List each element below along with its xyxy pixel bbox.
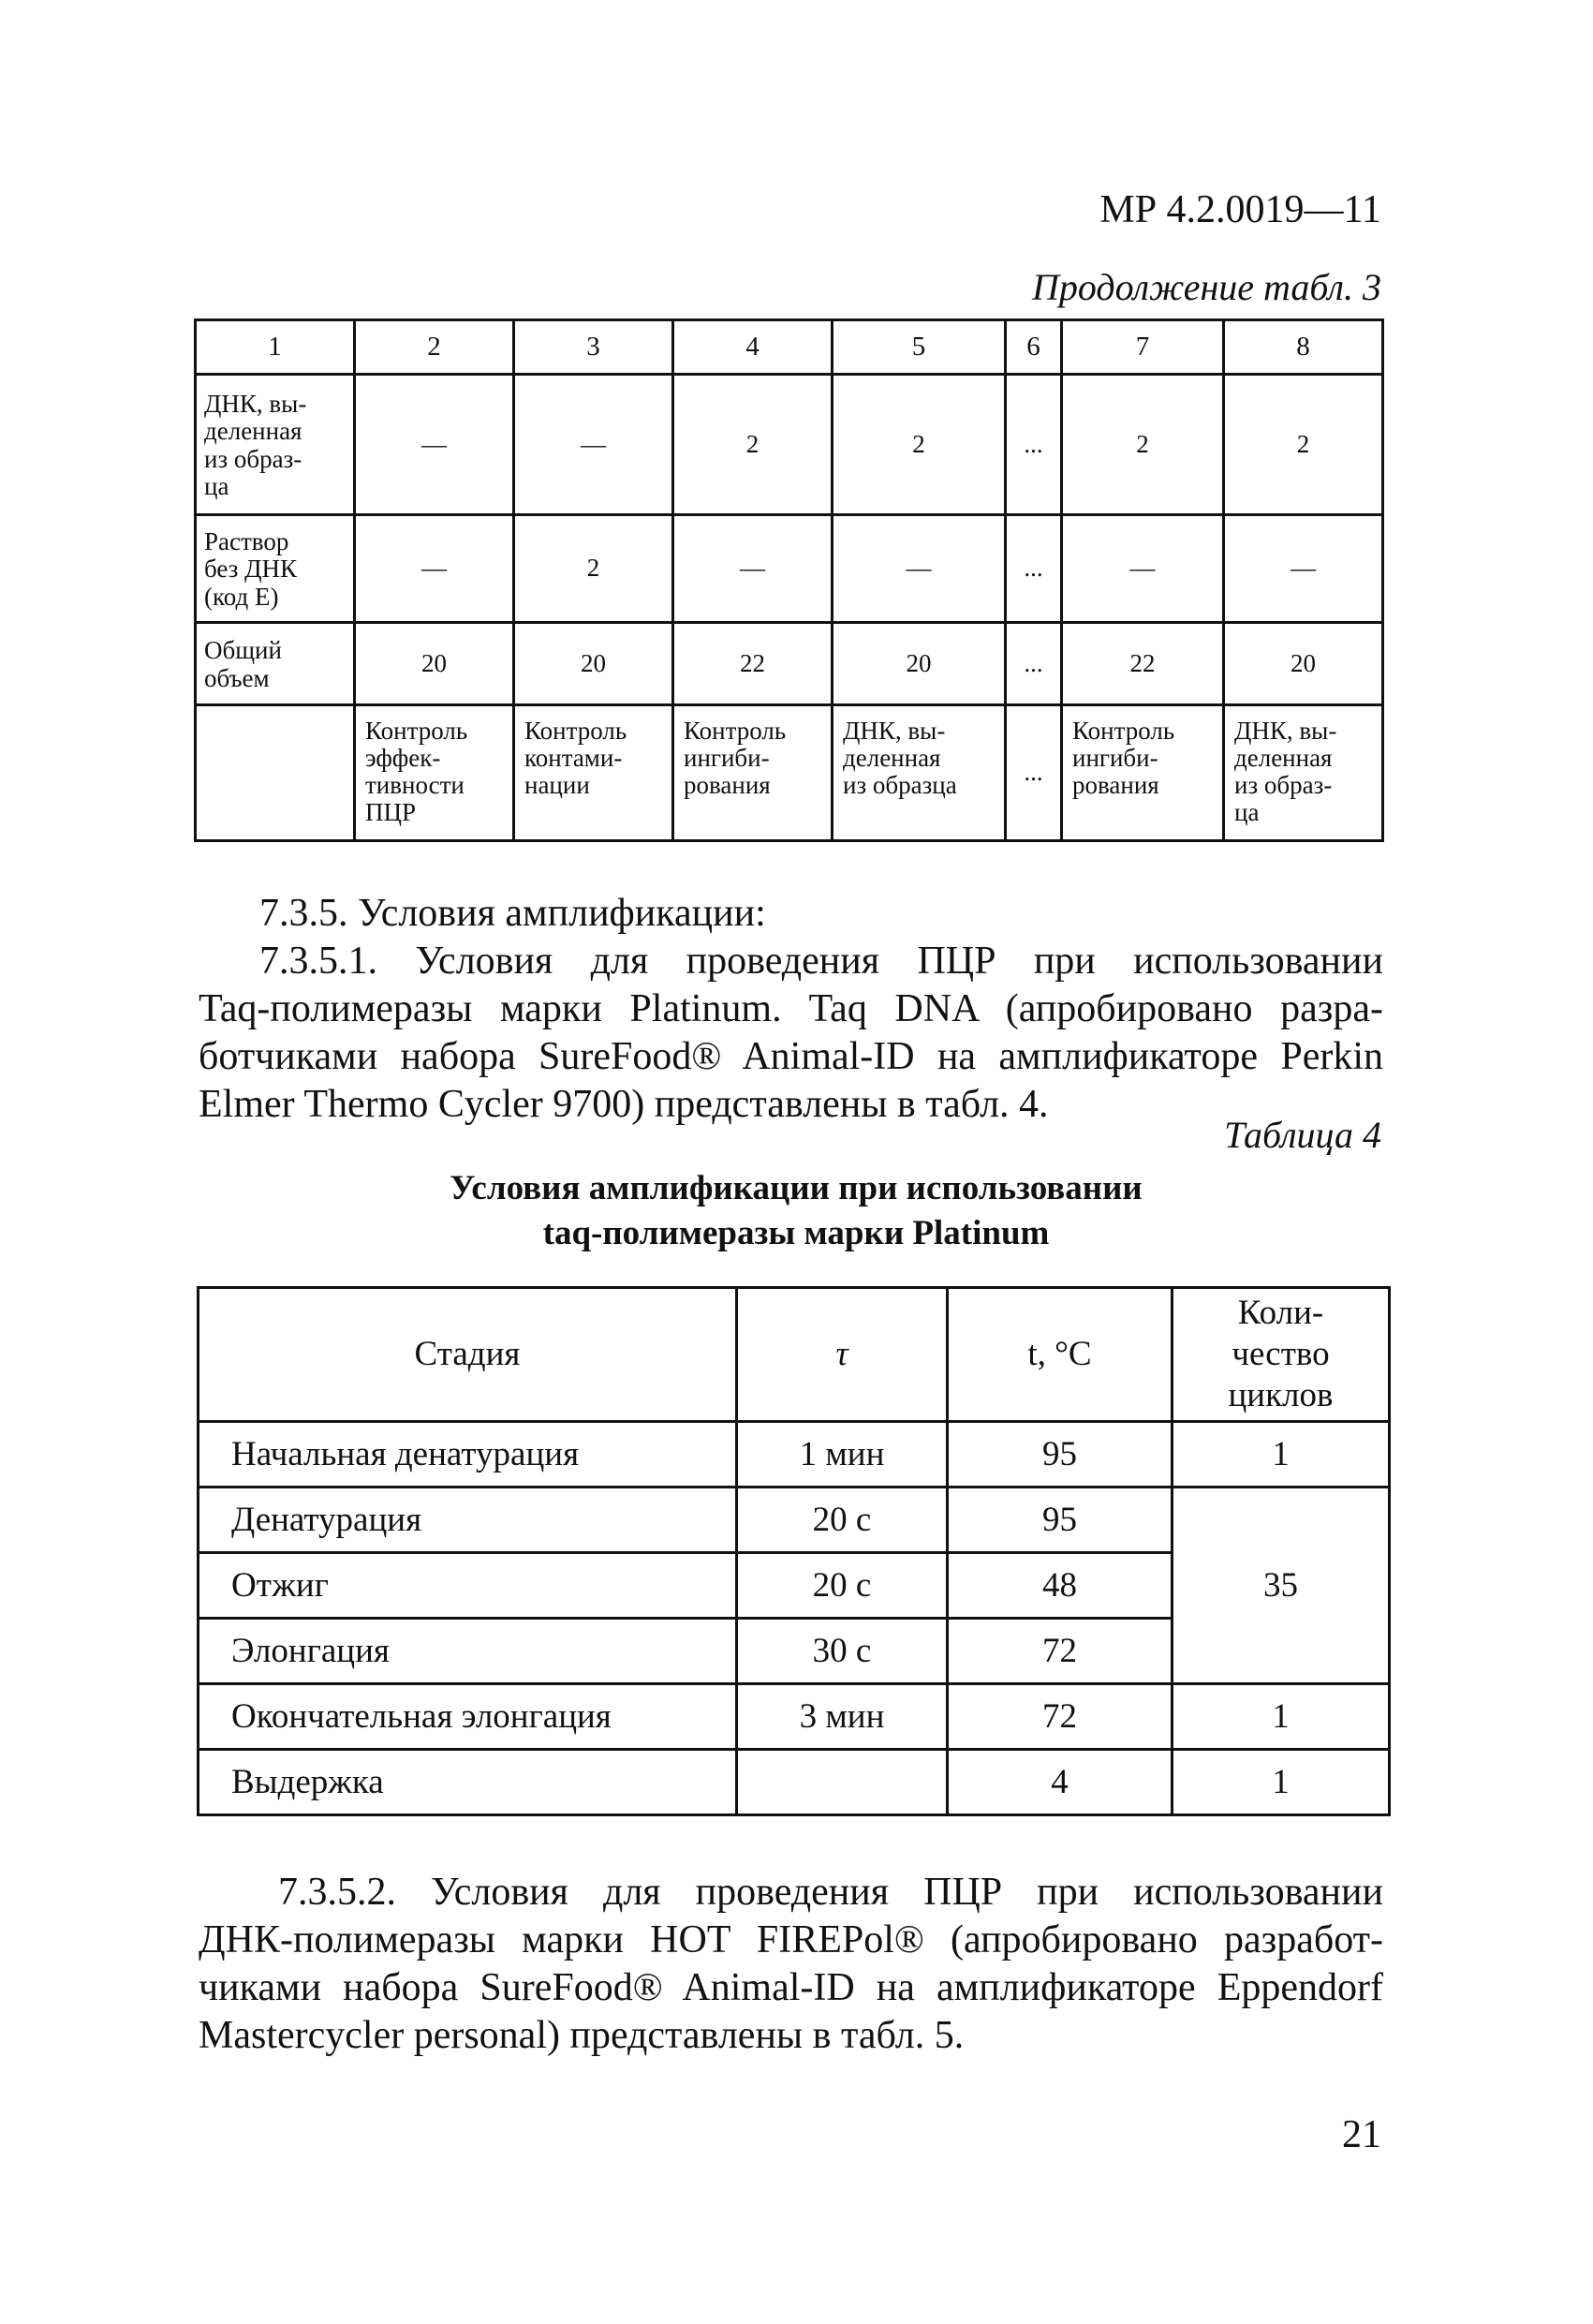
table-cell: 2: [673, 375, 833, 515]
column-number: 4: [673, 320, 833, 375]
temperature-cell: 48: [948, 1553, 1173, 1619]
column-number: 8: [1224, 320, 1383, 375]
table-cell-empty: [196, 705, 355, 841]
table-4-title: Условия амплификации при использовании taq-полимеразы марки Platinum: [450, 1169, 1143, 1252]
paragraph-line: Taq-полимеразы марки Platinum. Taq DNA (апробировано разра-: [199, 987, 1383, 1030]
table-cell: 2: [514, 515, 673, 623]
table-cell: 20: [355, 623, 514, 705]
table-row: [196, 515, 1383, 623]
table-cell: —: [673, 515, 833, 623]
table-header-row: [199, 1288, 1390, 1422]
description-cell: Контроль ингиби- рования: [1062, 705, 1224, 841]
header-time: τ: [737, 1288, 948, 1422]
table-cell: 20: [1224, 623, 1383, 705]
table-row: [196, 623, 1383, 705]
stage-cell: Окончательная элонгация: [199, 1684, 737, 1750]
document-code: МР 4.2.0019—11: [1099, 188, 1381, 231]
time-cell: 1 мин: [737, 1422, 948, 1488]
table-3-continuation: [194, 318, 1384, 842]
section-heading: 7.3.5. Условия амплификации:: [259, 892, 766, 935]
column-number: 3: [514, 320, 673, 375]
time-cell: 3 мин: [737, 1684, 948, 1750]
table-4: [197, 1286, 1391, 1816]
paragraph-line: Mastercycler personal) представлены в табл. 5.: [199, 2014, 965, 2057]
time-cell: [737, 1750, 948, 1815]
section-7-3-5-2: [199, 1869, 1383, 2060]
table-row: [196, 375, 1383, 515]
table-cell: 20: [833, 623, 1006, 705]
table-cell: —: [355, 515, 514, 623]
cycles-cell: 1: [1173, 1684, 1390, 1750]
table-cell: 2: [833, 375, 1006, 515]
time-cell: 30 с: [737, 1619, 948, 1684]
temperature-cell: 95: [948, 1422, 1173, 1488]
description-cell: Контроль контами- нации: [514, 705, 673, 841]
table-cell: —: [355, 375, 514, 515]
stage-cell: Элонгация: [199, 1619, 737, 1684]
cycles-cell-merged: 35: [1173, 1488, 1390, 1684]
table-row: [199, 1750, 1390, 1815]
stage-cell: Выдержка: [199, 1750, 737, 1815]
description-cell: ...: [1006, 705, 1062, 841]
description-cell: Контроль ингиби- рования: [673, 705, 833, 841]
table-cell: —: [833, 515, 1006, 623]
table-cell: 20: [514, 623, 673, 705]
column-number: 6: [1006, 320, 1062, 375]
stage-cell: Денатурация: [199, 1488, 737, 1553]
table-cell: —: [1062, 515, 1224, 623]
row-label: Раствор без ДНК (код E): [196, 515, 355, 623]
column-number: 2: [355, 320, 514, 375]
cycles-cell: 1: [1173, 1750, 1390, 1815]
header-temperature: t, °C: [948, 1288, 1173, 1422]
paragraph-line: чиками набора SureFood® Animal-ID на амплификаторе Eppendorf: [199, 1966, 1383, 2009]
table-cell: —: [1224, 515, 1383, 623]
table-header-row: [196, 320, 1383, 375]
paragraph-line: ботчиками набора SureFood® Animal-ID на амплификаторе Perkin: [199, 1035, 1383, 1078]
table-cell: 22: [673, 623, 833, 705]
header-cycles: Коли- чество циклов: [1173, 1288, 1390, 1422]
stage-cell: Начальная денатурация: [199, 1422, 737, 1488]
header-stage: Стадия: [199, 1288, 737, 1422]
stage-cell: Отжиг: [199, 1553, 737, 1619]
row-label: Общий объем: [196, 623, 355, 705]
paragraph-line: 7.3.5.2. Условия для проведения ПЦР при использовании: [278, 1871, 1383, 1914]
temperature-cell: 4: [948, 1750, 1173, 1815]
cycles-cell: 1: [1173, 1422, 1390, 1488]
table-4-caption: Таблица 4: [1224, 1114, 1381, 1156]
table-cell: —: [514, 375, 673, 515]
time-cell: 20 с: [737, 1488, 948, 1553]
paragraph-line: Elmer Thermo Cycler 9700) представлены в табл. 4.: [199, 1083, 1049, 1126]
table-row: [199, 1422, 1390, 1488]
table-cell: 2: [1224, 375, 1383, 515]
table-cell: ...: [1006, 375, 1062, 515]
description-cell: ДНК, вы- деленная из образца: [833, 705, 1006, 841]
table-cell: 22: [1062, 623, 1224, 705]
column-number: 5: [833, 320, 1006, 375]
description-cell: Контроль эффек- тивности ПЦР: [355, 705, 514, 841]
paragraph-line: ДНК-полимеразы марки HOT FIREPol® (апробировано разработ-: [199, 1918, 1383, 1961]
table-cell: ...: [1006, 515, 1062, 623]
column-number: 7: [1062, 320, 1224, 375]
page-number: 21: [1342, 2113, 1381, 2156]
table-continuation-caption: Продолжение табл. 3: [1031, 266, 1381, 308]
row-label: ДНК, вы- деленная из образ- ца: [196, 375, 355, 515]
table-row-descriptions: [196, 705, 1383, 841]
section-7-3-5: [199, 890, 1383, 1129]
paragraph-line: 7.3.5.1. Условия для проведения ПЦР при использовании: [259, 940, 1383, 983]
column-number: 1: [196, 320, 355, 375]
table-cell: 2: [1062, 375, 1224, 515]
table-row: [199, 1684, 1390, 1750]
description-cell: ДНК, вы- деленная из образ- ца: [1224, 705, 1383, 841]
time-cell: 20 с: [737, 1553, 948, 1619]
temperature-cell: 72: [948, 1619, 1173, 1684]
table-row: [199, 1488, 1390, 1553]
temperature-cell: 72: [948, 1684, 1173, 1750]
temperature-cell: 95: [948, 1488, 1173, 1553]
table-cell: ...: [1006, 623, 1062, 705]
